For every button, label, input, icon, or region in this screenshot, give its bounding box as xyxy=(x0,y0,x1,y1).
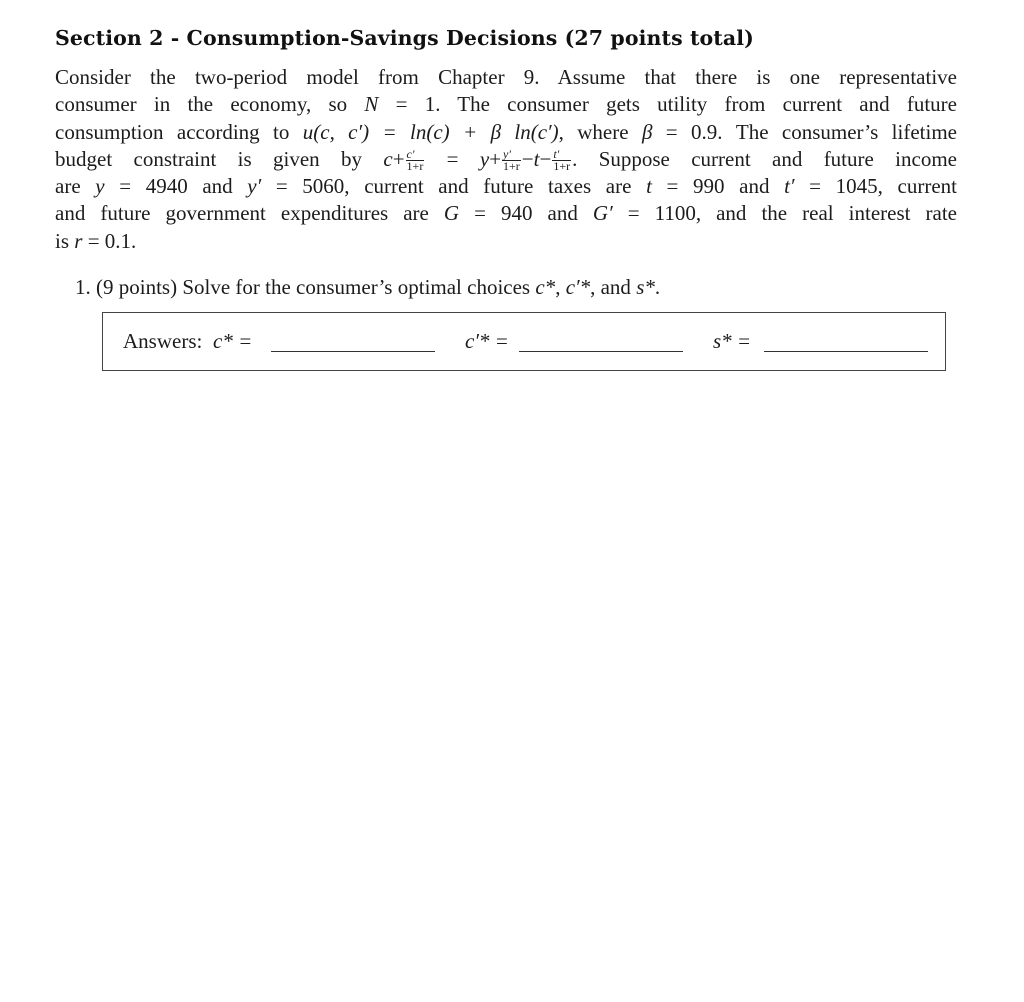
intro-line-7 xyxy=(55,228,957,255)
text: budget constraint is given by xyxy=(55,146,384,171)
s-star-label: s* = xyxy=(713,329,752,353)
text: = 1100, and the real interest rate xyxy=(612,201,957,226)
text: = 0.9. The consumer’s lifetime xyxy=(652,119,957,144)
c-star-answer-blank[interactable] xyxy=(271,351,435,352)
math-beta: β xyxy=(641,119,653,144)
fraction-c-prime xyxy=(406,146,425,173)
text: . Suppose current and future income xyxy=(572,146,957,171)
question-1 xyxy=(75,274,957,301)
math-N: N xyxy=(364,92,379,117)
math-G-prime: G′ xyxy=(592,201,613,226)
math-r: r xyxy=(74,228,83,253)
c-prime-star-label: c′* = xyxy=(465,329,509,353)
c-star-label: c* = xyxy=(213,329,253,353)
fraction-y-prime xyxy=(502,146,521,173)
section-title: Section 2 - Consumption-Savings Decisions (27 points total) xyxy=(55,26,754,50)
text: is xyxy=(55,228,75,253)
math-plus: + xyxy=(392,146,405,171)
text: , where xyxy=(558,119,642,144)
math-t: t xyxy=(646,174,652,199)
intro-line-1: Consider the two-period model from Chapter 9. Assume that there is one representative xyxy=(55,65,957,89)
utility-function: u(c, c′) = ln(c) + β ln(c′) xyxy=(302,119,559,144)
text: , xyxy=(555,275,566,300)
text: = 5060, current and future taxes are xyxy=(261,174,647,199)
intro-line-2 xyxy=(55,91,957,118)
text: = 1. The consumer gets utility from current and future xyxy=(378,92,957,117)
s-star-answer-blank[interactable] xyxy=(764,351,928,352)
math-y: y xyxy=(479,146,490,171)
intro-line-3 xyxy=(55,119,957,146)
text: = 990 and xyxy=(651,174,785,199)
math-c-prime-star: c′* xyxy=(565,275,591,300)
text: and future government expenditures are xyxy=(55,201,444,226)
intro-line-4 xyxy=(55,146,957,173)
text: consumer in the economy, so xyxy=(55,92,365,117)
problem-intro xyxy=(55,64,957,255)
fraction-denominator: 1+r xyxy=(406,158,424,173)
c-prime-star-answer-blank[interactable] xyxy=(519,351,683,352)
text: . xyxy=(654,275,661,300)
intro-line-6 xyxy=(55,200,957,227)
fraction-numerator: y′ xyxy=(502,149,521,161)
text: = 940 and xyxy=(459,201,593,226)
fraction-denominator: 1+r xyxy=(503,158,520,173)
math-y-prime: y′ xyxy=(247,174,262,199)
text: = 4940 and xyxy=(104,174,248,199)
question-text: (9 points) Solve for the consumer’s optimal choices xyxy=(90,275,536,300)
answers-label: Answers: xyxy=(123,329,203,353)
math-y: y xyxy=(95,174,105,199)
math-equals: = xyxy=(425,146,480,171)
math-minus: − xyxy=(539,146,552,171)
math-s-star: s* xyxy=(636,275,655,300)
text: consumption according to xyxy=(55,119,303,144)
answer-box xyxy=(102,312,946,371)
question-number: 1. xyxy=(75,275,91,300)
math-t: t xyxy=(533,146,540,171)
fraction-numerator: c′ xyxy=(406,149,425,161)
intro-line-5 xyxy=(55,173,957,200)
math-c-star: c* xyxy=(535,275,556,300)
fraction-t-prime xyxy=(552,146,571,173)
text: , and xyxy=(590,275,637,300)
text: are xyxy=(55,174,96,199)
fraction-numerator: t′ xyxy=(552,149,571,161)
exam-page xyxy=(55,26,957,301)
math-plus: + xyxy=(489,146,502,171)
text: = 0.1. xyxy=(82,228,137,253)
text: = 1045, current xyxy=(794,174,957,199)
math-G: G xyxy=(443,201,460,226)
math-minus: − xyxy=(521,146,534,171)
math-c: c xyxy=(383,146,393,171)
fraction-denominator: 1+r xyxy=(553,158,571,173)
math-t-prime: t′ xyxy=(784,174,795,199)
